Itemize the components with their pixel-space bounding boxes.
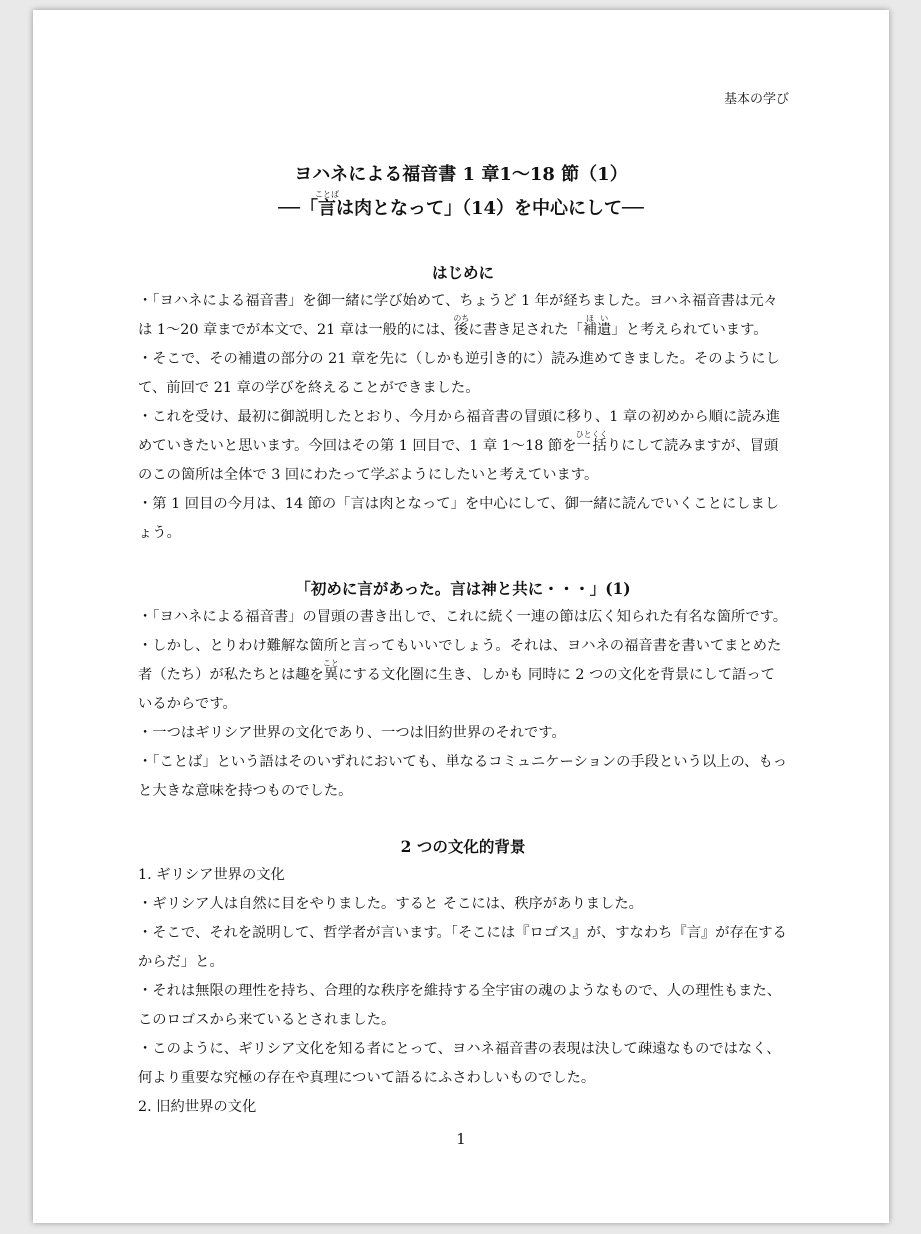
paragraph-text: ・そこで、その補遺の部分の 21 章を先に（しかも逆引き的に）読み進めてきました。そのようにして、前回で 21 章の学びを終えることができました。 [138,351,780,396]
paragraph [138,1035,788,1093]
ruby-base: 後 [453,322,470,338]
paragraph-text: ・このように、ギリシア文化を知る者にとって、ヨハネ福音書の表現は決して疎遠なものではなく、何より重要な究極の存在や真理について語るにふさわしいものでした。 [138,1041,781,1086]
ruby-reading: こと [323,659,340,668]
ruby-annotation [575,430,608,454]
section-heading: 「初めに言があった。言は神と共に・・・」(1) [295,579,631,598]
paragraph-text: ・一つはギリシア世界の文化であり、一つは旧約世界のそれです。 [138,725,566,741]
paragraph [138,748,788,806]
ruby-annotation [582,314,612,338]
paragraph-text: ・ギリシア人は自然に目をやりました。すると そこには、秩序がありました。 [138,896,643,912]
subtitle-ruby-base: 言 [314,198,339,219]
paragraph [138,632,788,719]
subtitle-ruby [314,190,339,219]
page-title: ヨハネによる福音書 1 章1〜18 節（1） [294,164,628,185]
page-number: 1 [456,1130,466,1148]
paragraph [138,890,788,919]
paragraph [138,490,788,548]
paragraph-text: ・それは無限の理性を持ち、合理的な秩序を維持する全宇宙の魂のようなもので、人の理性もまた、このロゴスから来ているとされました。 [138,983,782,1028]
ruby-annotation [323,659,340,683]
section-heading: はじめに [431,263,494,282]
paragraph-text: 2. 旧約世界の文化 [138,1099,257,1115]
section-heading: 2 つの文化的背景 [400,837,526,856]
paragraph [138,919,788,977]
page-subtitle [33,190,889,227]
ruby-reading: ひとくく [575,430,608,439]
paragraph [138,287,788,345]
paragraph-text: ・「ヨハネによる福音書」の冒頭の書き出しで、これに続く一連の節は広く知られた有名な箇所です。 [138,609,788,625]
ruby-base: 異 [323,667,339,683]
paragraph-text: ・「ヨハネによる福音書」を御一緒に学び始めて、ちょうど 1 年が経ちました。ヨハネ福音書は元々は 1〜20 章までが本文で、21 章は一般的には、 [138,293,778,338]
paragraph-text: ・「ことば」という語はそのいずれにおいても、単なるコミュニケーションの手段という以上の、もっと大きな意味を持つものでした。 [138,754,788,799]
ruby-base: 補遺 [582,322,612,338]
ruby-base: 一括 [575,438,608,454]
running-header: 基本の学び [723,92,789,107]
ruby-annotation [453,314,470,338]
paragraph-text: りにして読みますが、冒頭のこの箇所は全体で 3 回にわたって学ぶようにしたいと考えています。 [138,438,779,483]
ruby-reading: ほい [582,314,612,323]
paragraph-text: ・しかし、とりわけ難解な箇所と言ってもいいでしょう。それは、ヨハネの福音書を書いてまとめた者（たち）が私たちとは趣を [138,638,782,683]
paragraph [138,719,788,748]
document-page [33,10,889,1223]
paragraph-text: 」と考えられています。 [611,322,768,338]
paragraph-text: に書き足された「 [468,322,583,338]
document-body [138,258,788,1122]
paragraph [138,603,788,632]
subtitle-ruby-reading: ことば [314,190,339,199]
paragraph-text: にする文化圏に生き、しかも 同時に 2 つの文化を背景にして語っているからです。 [138,667,775,712]
ruby-reading: のち [453,314,470,323]
paragraph [138,403,788,490]
paragraph [138,861,788,890]
section-gap [138,548,788,574]
paragraph-text: ・これを受け、最初に御説明したとおり、今月から福音書の冒頭に移り、1 章の初めから順に読み進めていきたいと思います。今回はその第 1 回目で、1 章 1〜18 節を [138,409,781,454]
paragraph [138,1093,788,1122]
subtitle-suffix: は肉となって」（14）を中心にして── [335,198,644,219]
paragraph [138,977,788,1035]
subtitle-prefix: ──「 [278,198,318,219]
paragraph [138,345,788,403]
paragraph-text: ・第 1 回目の今月は、14 節の「言は肉となって」を中心にして、御一緒に読んでいくことにしましょう。 [138,496,780,541]
paragraph-text: ・そこで、それを説明して、哲学者が言います。「そこには『ロゴス』が、すなわち『言』が存在するからだ」と。 [138,925,787,970]
paragraph-text: 1. ギリシア世界の文化 [138,867,285,883]
title-block [33,160,889,227]
section-gap [138,806,788,832]
